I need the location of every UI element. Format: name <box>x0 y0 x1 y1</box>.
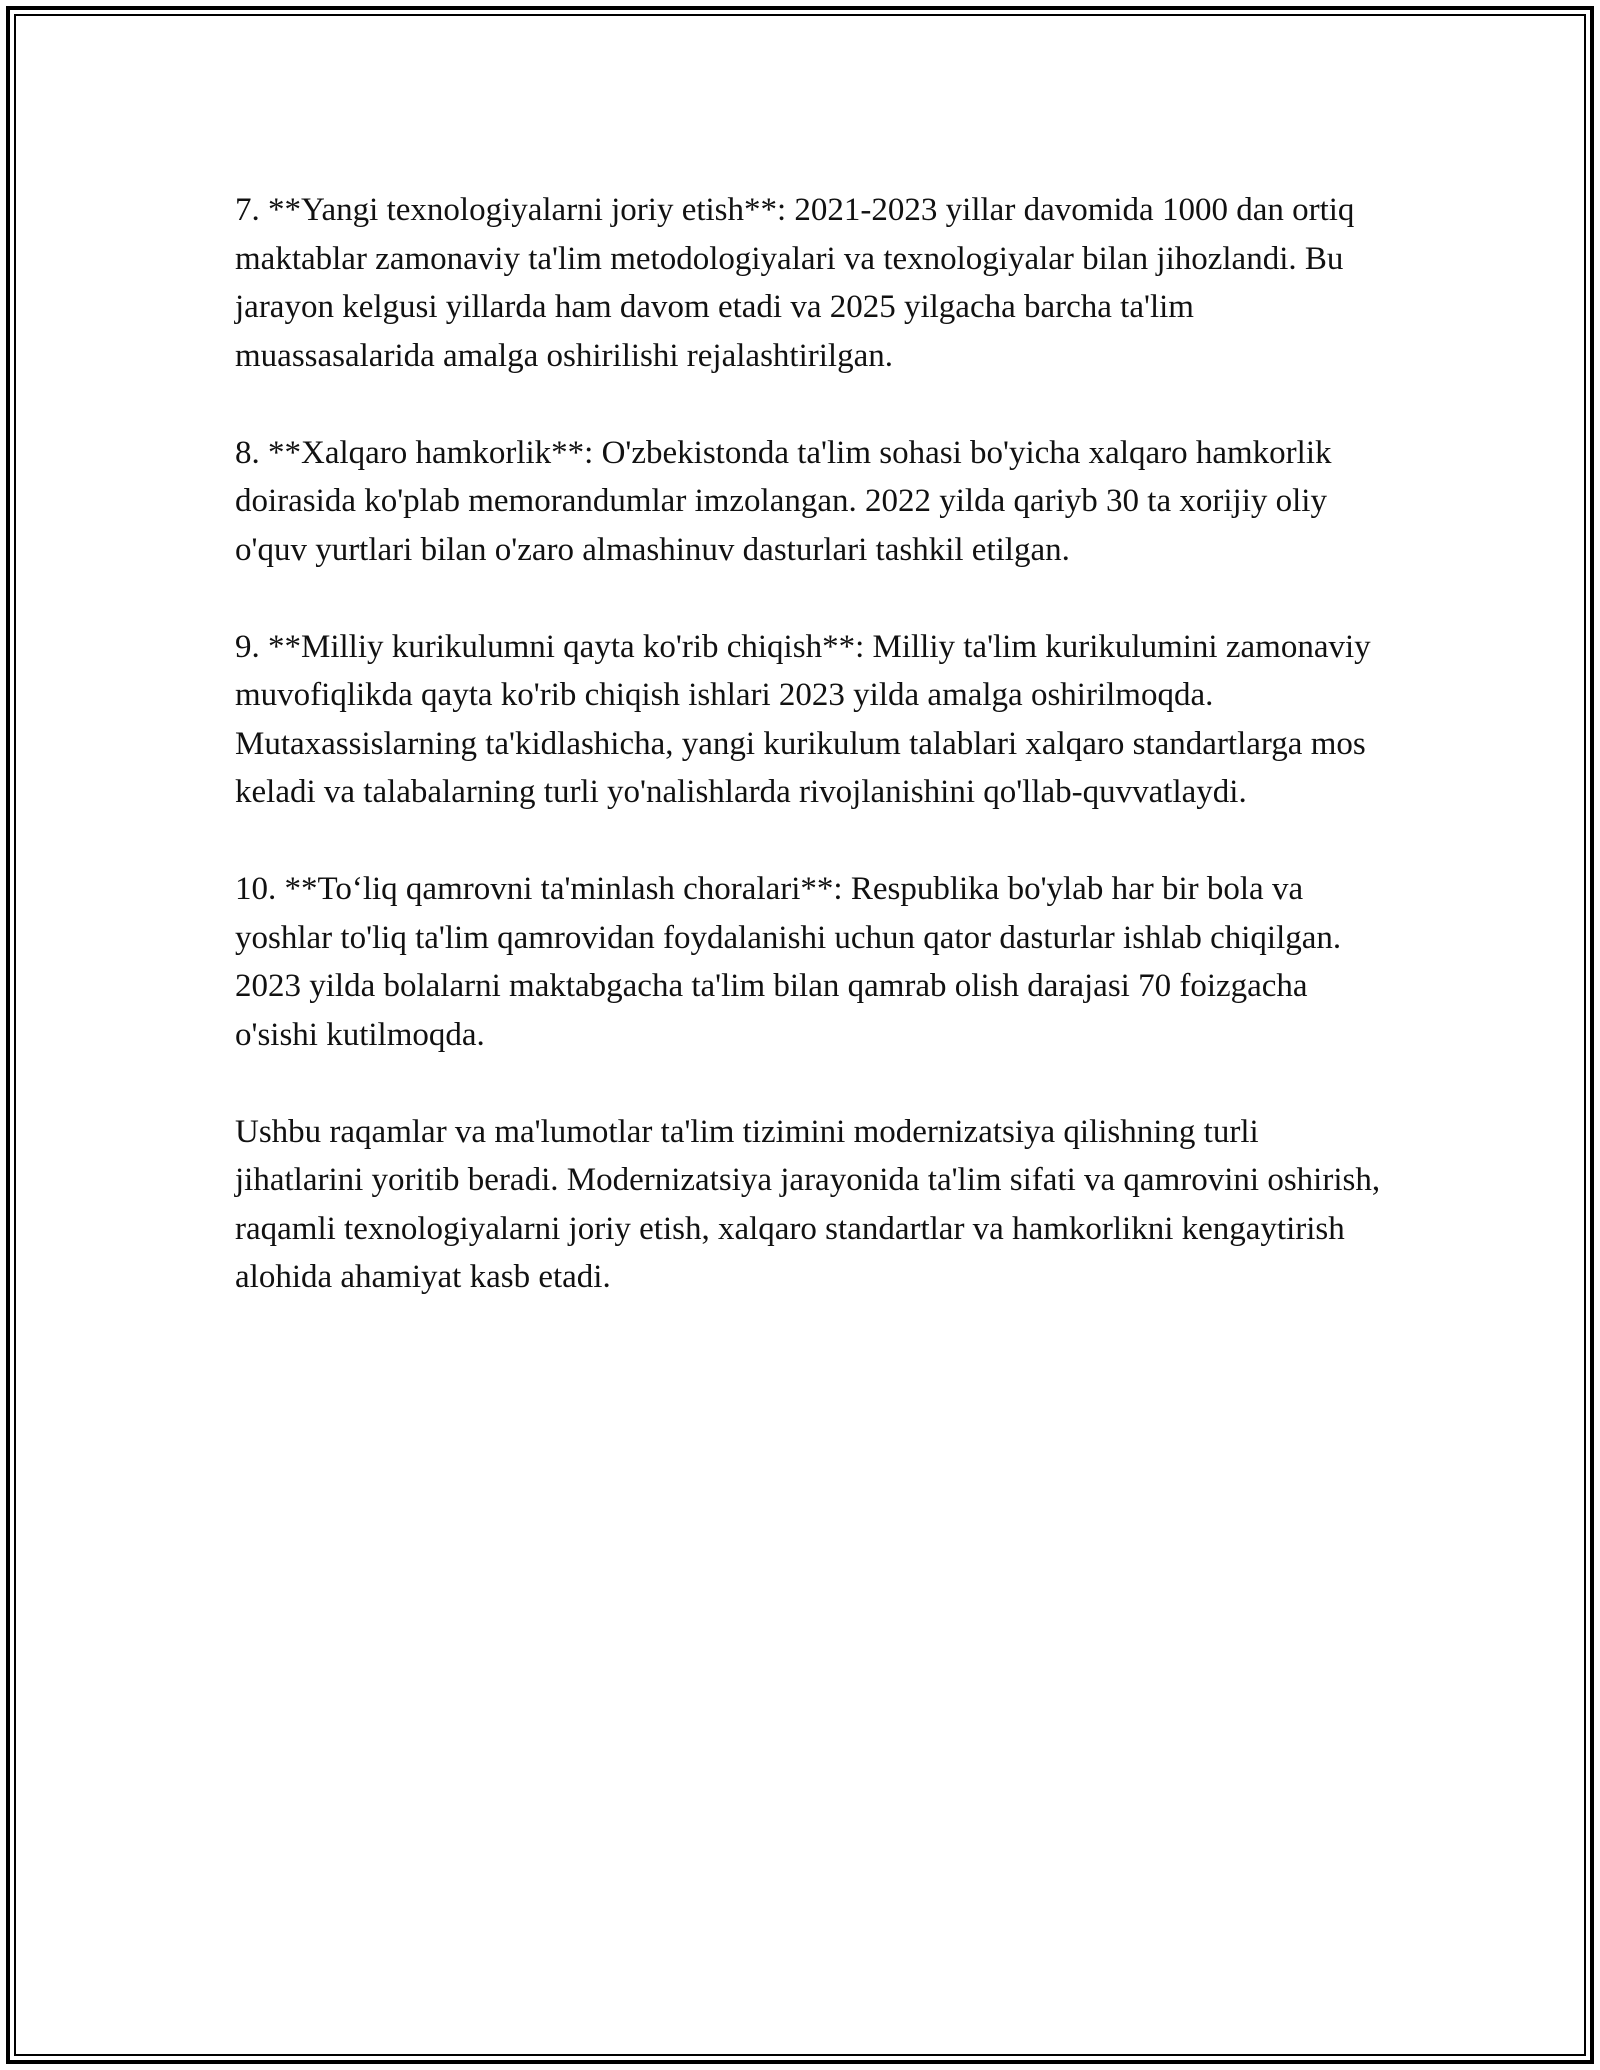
paragraph-item-7: 7. **Yangi texnologiyalarni joriy etish**: 2021-2023 yillar davomida 1000 dan ortiq maktablar zamonaviy ta'lim metodologiyalari va texnologiyalar bilan jihozlandi. Bu jarayon kelgusi yillarda ham davom etadi va 2025 yilgacha barcha ta'lim muassasalarida amalga oshirilishi rejalashtirilgan. <box>235 192 1355 374</box>
paragraph-summary: Ushbu raqamlar va ma'lumotlar ta'lim tizimini modernizatsiya qilishning turli jihatlarini yoritib beradi. Modernizatsiya jarayonida ta'lim sifati va qamrovini oshirish, raqamli texnologiyalarni joriy etish, xalqaro standartlar va hamkorlikni kengaytirish alohida ahamiyat kasb etadi. <box>235 1113 1381 1295</box>
paragraph-item-9: 9. **Milliy kurikulumni qayta ko'rib chiqish**: Milliy ta'lim kurikulumini zamonaviy muvofiqlikda qayta ko'rib chiqish ishlari 2023 yilda amalga oshirilmoqda. Mutaxassislarning ta'kidlashicha, yangi kurikulum talablari xalqaro standartlarga mos keladi va talabalarning turli yo'nalishlarda rivojlanishini qo'llab-quvvatlaydi. <box>235 628 1371 810</box>
document-body <box>235 186 1395 1350</box>
paragraph-item-10: 10. **To‘liq qamrovni ta'minlash choralari**: Respublika bo'ylab har bir bola va yoshlar to'liq ta'lim qamrovidan foydalanishi uchun qator dasturlar ishlab chiqilgan. 2023 yilda bolalarni maktabgacha ta'lim bilan qamrab olish darajasi 70 foizgacha o'sishi kutilmoqda. <box>235 871 1342 1053</box>
paragraph-item-8: 8. **Xalqaro hamkorlik**: O'zbekistonda ta'lim sohasi bo'yicha xalqaro hamkorlik doirasida ko'plab memorandumlar imzolangan. 2022 yilda qariyb 30 ta xorijiy oliy o'quv yurtlari bilan o'zaro almashinuv dasturlari tashkil etilgan. <box>235 434 1332 568</box>
